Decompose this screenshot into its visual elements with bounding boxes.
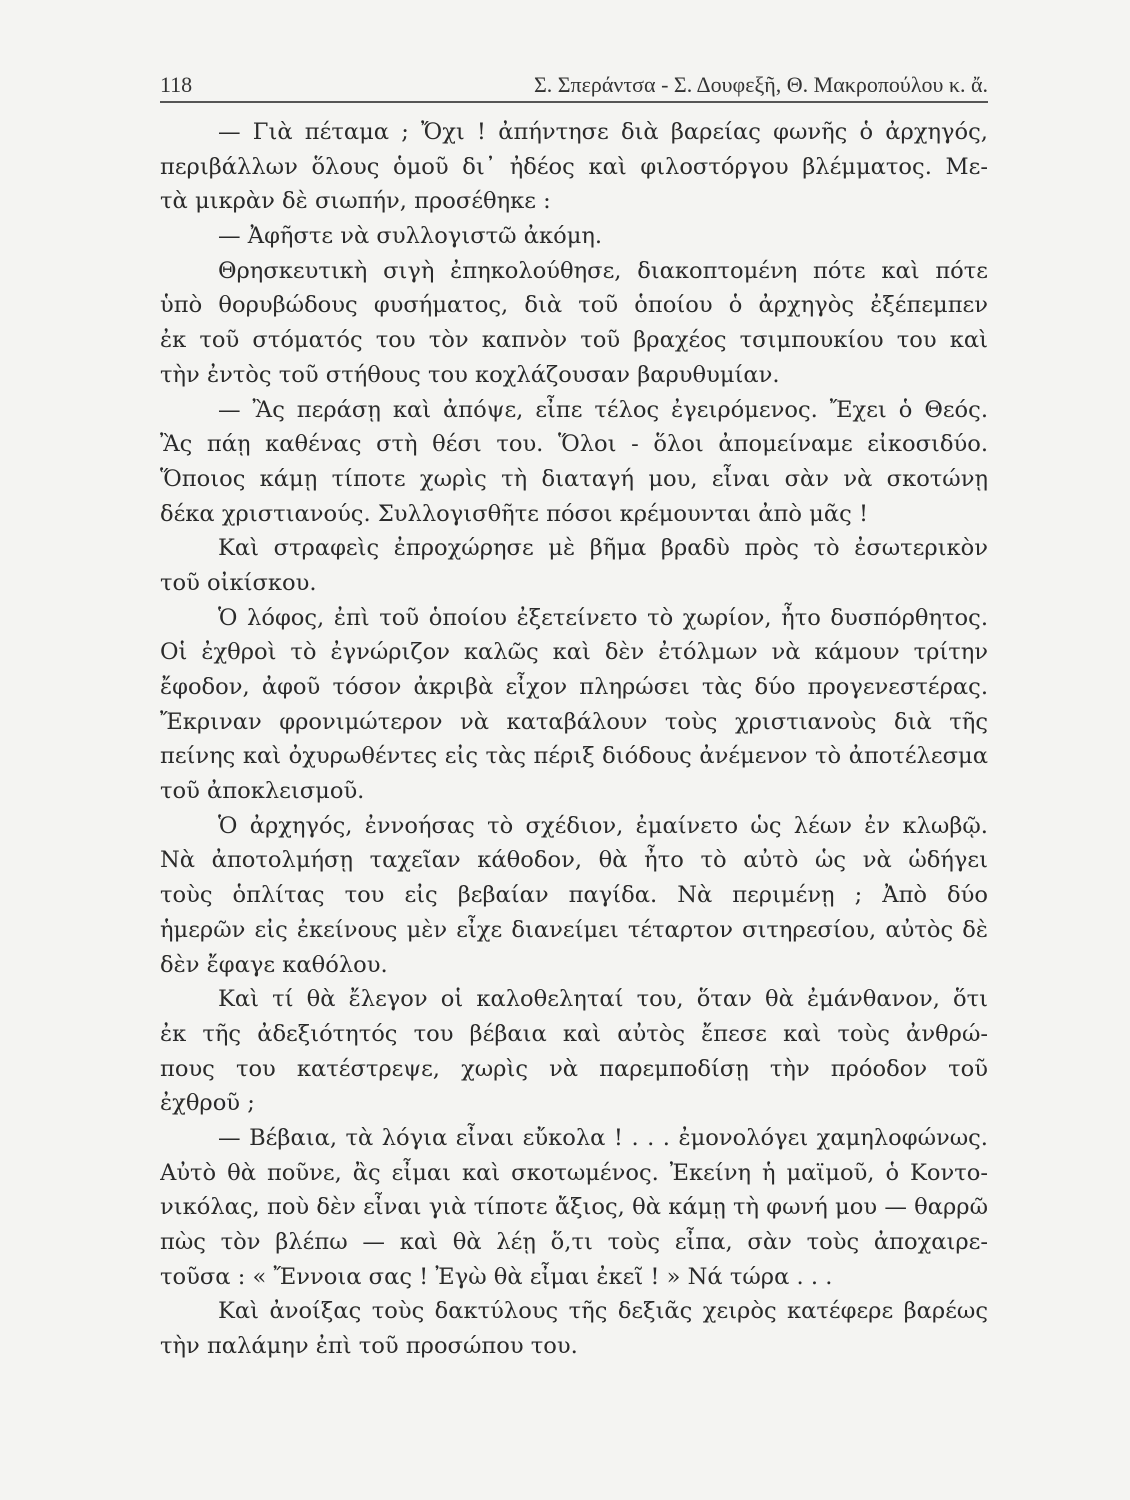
text-line: Θρησκευτικὴ σιγὴ ἐπηκολούθησε, διακοπτομένη πότε καὶ πότε	[218, 257, 988, 284]
text-line: Ὁ ἀρχηγός, ἐννοήσας τὸ σχέδιον, ἐμαίνετο ὡς λέων ἐν κλωβῷ.	[218, 812, 988, 839]
text-line: Οἱ ἐχθροὶ τὸ ἐγνώριζον καλῶς καὶ δὲν ἐτόλμων νὰ κάμουν τρίτην	[160, 639, 988, 666]
text-line: ὑπὸ θορυβώδους φυσήματος, διὰ τοῦ ὁποίου ὁ ἀρχηγὸς ἐξέπεμπεν	[160, 292, 988, 319]
running-header	[160, 64, 988, 98]
text-line: ἐχθροῦ ;	[160, 1090, 255, 1117]
text-line: ἡμερῶν εἰς ἐκείνους μὲν εἶχε διανείμει τέταρτον σιτηρεσίου, αὐτὸς δὲ	[160, 916, 988, 943]
text-line: Ὁ λόφος, ἐπὶ τοῦ ὁποίου ἐξετείνετο τὸ χωρίον, ἦτο δυσπόρθητος.	[218, 604, 988, 631]
text-line: Ἂς πάῃ καθένας στὴ θέσι του. Ὅλοι - ὅλοι ἀπομείναμε εἰκοσιδύο.	[160, 431, 988, 458]
text-line: τὴν παλάμην ἐπὶ τοῦ προσώπου του.	[160, 1333, 578, 1360]
header-rule	[160, 101, 988, 103]
text-line: Καὶ ἀνοίξας τοὺς δακτύλους τῆς δεξιᾶς χειρὸς κατέφερε βαρέως	[218, 1298, 988, 1325]
text-line: ἔφοδον, ἀφοῦ τόσον ἀκριβὰ εἶχον πληρώσει τὰς δύο προγενεστέρας.	[160, 674, 988, 700]
text-line: περιβάλλων ὅλους ὁμοῦ δι᾽ ἠδέος καὶ φιλοστόργου βλέμματος. Με-	[160, 153, 988, 180]
running-title: Σ. Σπεράντσα - Σ. Δουφεξῆ, Θ. Μακροπούλου κ. ἄ.	[533, 72, 988, 97]
text-line: Νὰ ἀποτολμήσῃ ταχεῖαν κάθοδον, θὰ ἦτο τὸ αὐτὸ ὡς νὰ ὡδήγει	[160, 847, 988, 874]
text-line: — Ἂς περάσῃ καὶ ἀπόψε, εἶπε τέλος ἐγειρόμενος. Ἔχει ὁ Θεός.	[218, 396, 988, 423]
text-line: τοῦσα : « Ἔννοια σας ! Ἐγὼ θὰ εἶμαι ἐκεῖ ! » Νά τώρα . . .	[160, 1263, 833, 1290]
text-line: ἐκ τῆς ἀδεξιότητός του βέβαια καὶ αὐτὸς ἔπεσε καὶ τοὺς ἀνθρώ-	[160, 1020, 988, 1047]
text-line: δέκα χριστιανούς. Συλλογισθῆτε πόσοι κρέμουνται ἀπὸ μᾶς !	[160, 500, 869, 527]
text-line: Ἔκριναν φρονιμώτερον νὰ καταβάλουν τοὺς χριστιανοὺς διὰ τῆς	[160, 708, 988, 735]
text-line: τὴν ἐντὸς τοῦ στήθους του κοχλάζουσαν βαρυθυμίαν.	[160, 361, 780, 388]
text-line: δὲν ἔφαγε καθόλου.	[160, 951, 388, 978]
text-line: πους του κατέστρεψε, χωρὶς νὰ παρεμποδίσῃ τὴν πρόοδον τοῦ	[160, 1055, 988, 1082]
text-line: τὰ μικρὰν δὲ σιωπήν, προσέθηκε :	[160, 188, 551, 215]
text-line: Καὶ στραφεὶς ἐπροχώρησε μὲ βῆμα βραδὺ πρὸς τὸ ἐσωτερικὸν	[218, 535, 988, 562]
text-line: τοῦ οἰκίσκου.	[160, 569, 317, 596]
text-line: — Ἀφῆστε νὰ συλλογιστῶ ἀκόμη.	[218, 223, 603, 250]
text-line: πὼς τὸν βλέπω — καὶ θὰ λέῃ ὅ,τι τοὺς εἶπα, σὰν τοὺς ἀποχαιρε-	[160, 1229, 988, 1255]
text-line: τοὺς ὁπλίτας του εἰς βεβαίαν παγίδα. Νὰ περιμένῃ ; Ἀπὸ δύο	[160, 882, 988, 909]
text-line: ἐκ τοῦ στόματός του τὸν καπνὸν τοῦ βραχέος τσιμπουκίου του καὶ	[160, 327, 988, 354]
text-line: Καὶ τί θὰ ἔλεγον οἱ καλοθεληταί του, ὅταν θὰ ἐμάνθανον, ὅτι	[218, 986, 988, 1013]
body-text	[160, 115, 988, 1364]
text-line: Αὐτὸ θὰ ποῦνε, ἂς εἶμαι καὶ σκοτωμένος. Ἐκείνη ἡ μαϊμοῦ, ὁ Κοντο-	[160, 1159, 988, 1186]
page-number: 118	[160, 72, 193, 97]
text-line: — Βέβαια, τὰ λόγια εἶναι εὔκολα ! . . . ἐμονολόγει χαμηλοφώνως.	[218, 1124, 988, 1151]
text-line: — Γιὰ πέταμα ; Ὄχι ! ἀπήντησε διὰ βαρείας φωνῆς ὁ ἀρχηγός,	[218, 119, 988, 145]
text-line: τοῦ ἀποκλεισμοῦ.	[160, 778, 365, 805]
text-line: πείνης καὶ ὀχυρωθέντες εἰς τὰς πέριξ διόδους ἀνέμενον τὸ ἀποτέλεσμα	[160, 743, 988, 770]
text-line: νικόλας, ποὺ δὲν εἶναι γιὰ τίποτε ἄξιος, θὰ κάμῃ τὴ φωνή μου — θαρρῶ	[160, 1194, 988, 1221]
text-line: Ὅποιος κάμῃ τίποτε χωρὶς τὴ διαταγή μου, εἶναι σὰν νὰ σκοτώνῃ	[160, 465, 988, 492]
